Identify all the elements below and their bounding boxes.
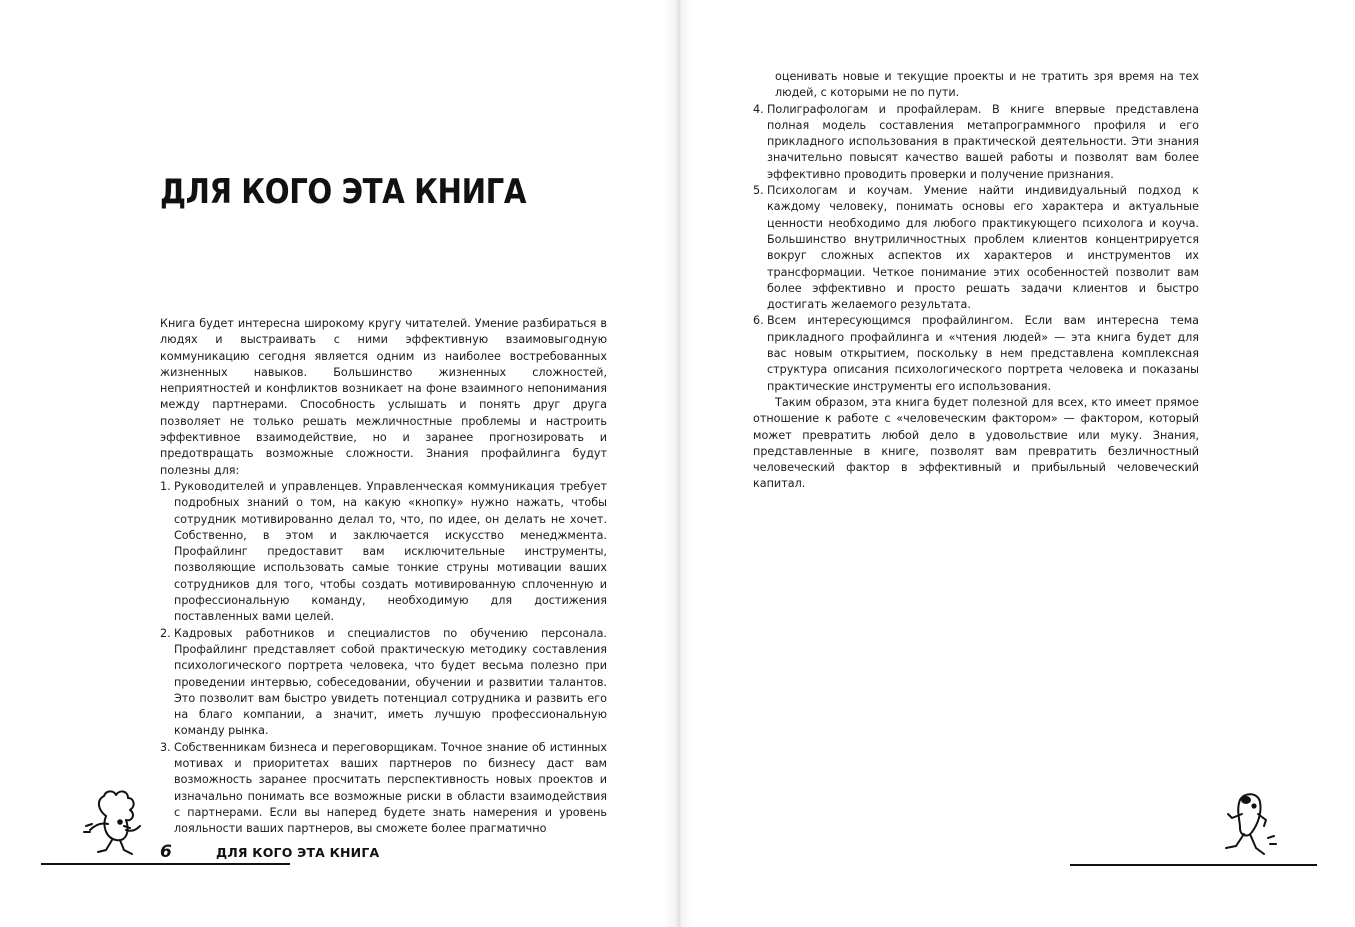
list-item-text: Собственникам бизнеса и переговорщикам. Точное знание об истинных мотивах и приоритетах ваших партнеров по бизнесу даст вам возможность заранее просчитать перспективность новых проектов и изначально понимать все возможные риски в области взаимодействия с партнерами. Если вы наперед будете знать намерения и уровень лояльности ваших партнеров, вы сможете более прагматично [174, 740, 607, 836]
list-item [160, 626, 607, 740]
chapter-title: ДЛЯ КОГО ЭТА КНИГА [160, 172, 527, 212]
footer-rule-left [41, 863, 290, 865]
list-item-text: Кадровых работников и специалистов по обучению персонала. Профайлинг представляет собой практическую методику составления психологического портрета человека, что будет весьма полезно при проведении интервью, собеседовании, обучении и развитии талантов. Это позволит вам быстро увидеть потенциал сотрудника и развить его на благо компании, а значит, иметь лучшую профессиональную команду рынка. [174, 626, 607, 738]
list-item-number: 2. [160, 626, 171, 640]
list-item [753, 102, 1199, 183]
list-item [753, 183, 1199, 313]
list-item-number: 1. [160, 479, 171, 493]
intro-paragraph: Книга будет интересна широкому кругу читателей. Умение разбираться в людях и выстраивать с ними эффективную взаимовыгодную коммуникацию сегодня является одним из наиболее востребованных жизненных навыков. Большинство жизненных сложностей, неприятностей и конфликтов возникает на фоне взаимного непонимания между партнерами. Способность услышать и понять друг друга позволяет не только решать межличностные проблемы и настроить эффективное взаимодействие, но и заранее прогнозировать и предотвращать возможные сложности. Знания профайлинга будут полезны для: [160, 317, 607, 477]
continuation-text: оценивать новые и текущие проекты и не тратить зря время на тех людей, с которыми не по пути. [775, 70, 1199, 100]
running-head: ДЛЯ КОГО ЭТА КНИГА [216, 845, 380, 860]
list-item-text: Руководителей и управленцев. Управленческая коммуникация требует подробных знаний о том, на какую «кнопку» нужно нажать, чтобы сотрудник мотивированно делал то, что, по идее, он делать не хочет. Собственно, в этом и заключается искусство менеджмента. Профайлинг предоставит вам исключительные инструменты, позволяющие использовать самые тонкие струны мотивации ваших сотрудников для того, чтобы создать мотивированную сплоченную и профессиональную команду, необходимую для достижения поставленных вами целей. [174, 479, 607, 624]
footer-rule-right [1070, 864, 1317, 866]
list-item-text: Полиграфологам и профайлерам. В книге впервые представлена полная модель составления метапрограммного профиля и его прикладного использования в практической деятельности. Эти знания значительно повысят качество вашей работы и позволят вам более эффективно проводить проверки и получение признания. [767, 102, 1199, 181]
audience-list-left [160, 479, 607, 838]
list-item-number: 5. [753, 184, 764, 198]
running-bean-mascot-icon [1218, 790, 1284, 862]
list-item-number: 4. [753, 102, 764, 116]
book-gutter [664, 0, 694, 927]
conclusion-paragraph: Таким образом, эта книга будет полезной для всех, кто имеет прямое отношение к работе с «человеческим фактором» — фактором, который может превратить любой дело в удовольствие или муку. Знания, представленные в книге, позволят вам превратить безличностный человеческий фактор в эффективный и прибыльный человеческий капитал. [753, 395, 1199, 491]
running-bird-mascot-icon [76, 786, 156, 866]
left-body-text [160, 316, 607, 836]
list-item [160, 740, 607, 838]
list-item-text: Всем интересующимся профайлингом. Если вам интересна тема прикладного профайлинга и «чтения людей» — эта книга будет для вас новым открытием, поскольку в нем представлена комплексная структура описания психологического портрета человека и показаны практические инструменты его использования. [767, 314, 1199, 393]
page-number: 6 [160, 842, 172, 862]
right-body-text [753, 69, 1199, 493]
list-item-number: 3. [160, 740, 171, 754]
list-item [753, 313, 1199, 394]
audience-list-right [753, 102, 1199, 395]
list-item [160, 479, 607, 626]
list-item-text: Психологам и коучам. Умение найти индивидуальный подход к каждому человеку, понимать основы его характера и актуальные ценности необходимо для любого практикующего психолога и коуча. Большинство внутриличностных проблем клиентов концентрируется вокруг сложных аспектов их характеров и инструментов их трансформации. Четкое понимание этих особенностей позволит вам более эффективно и просто решать задачи клиентов и быстро достигать желаемого результата. [767, 184, 1199, 312]
list-item-number: 6. [753, 314, 764, 328]
